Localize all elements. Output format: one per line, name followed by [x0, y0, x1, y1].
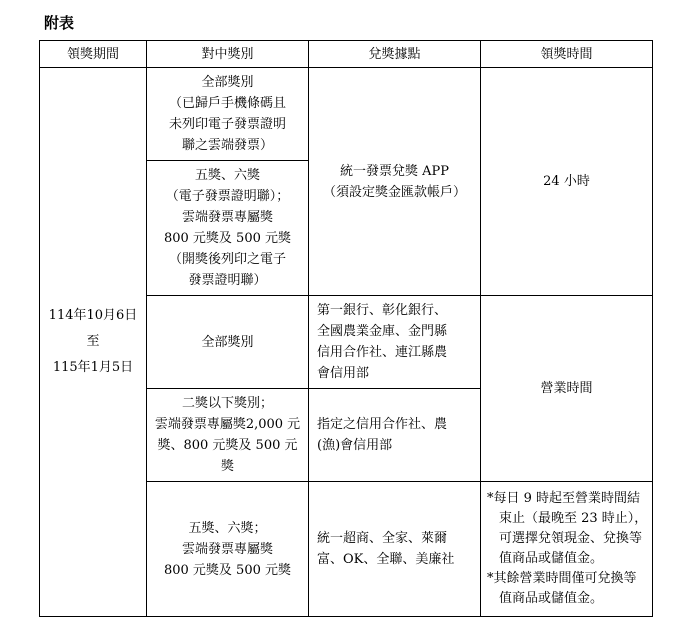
- prize-cell: 五獎、六獎； 雲端發票專屬獎 800 元獎及 500 元獎: [147, 482, 309, 617]
- time-cell: 營業時間: [481, 296, 653, 482]
- location-cell: 統一發票兌獎 APP （須設定獎金匯款帳戶）: [309, 68, 481, 296]
- claim-period-cell: 114年10月6日至 115年1月5日: [40, 68, 147, 617]
- prize-cell: 二獎以下獎別； 雲端發票專屬獎2,000 元 獎、800 元獎及 500 元獎: [147, 389, 309, 482]
- redemption-table: [39, 40, 653, 617]
- location-cell: 指定之信用合作社、農 (漁)會信用部: [309, 389, 481, 482]
- header-claim-period: 領獎期間: [40, 41, 147, 68]
- prize-cell: 全部獎別: [147, 296, 309, 389]
- time-note: *其餘營業時間僅可兌換等值商品或儲值金。: [487, 571, 637, 606]
- prize-cell: 五獎、六獎 （電子發票證明聯）； 雲端發票專屬獎 800 元獎及 500 元獎 （開獎後列印之電子 發票證明聯）: [147, 161, 309, 296]
- header-prize-category: 對中獎別: [147, 41, 309, 68]
- prize-cell: 全部獎別 （已歸戶手機條碼且 未列印電子發票證明 聯之雲端發票）: [147, 68, 309, 161]
- time-cell: 24 小時: [481, 68, 653, 296]
- table-row: [40, 68, 653, 161]
- header-claim-time: 領獎時間: [481, 41, 653, 68]
- time-notes-cell: [481, 482, 653, 617]
- location-cell: 統一超商、全家、萊爾 富、OK、全聯、美廉社: [309, 482, 481, 617]
- header-redemption-location: 兌獎據點: [309, 41, 481, 68]
- table-header-row: [40, 41, 653, 68]
- page-title: 附表: [44, 14, 75, 32]
- location-cell: 第一銀行、彰化銀行、 全國農業金庫、金門縣 信用合作社、連江縣農 會信用部: [309, 296, 481, 389]
- time-note: *每日 9 時起至營業時間結束止（最晚至 23 時止），可選擇兌領現金、兌換等值商品或儲值金。: [487, 491, 648, 566]
